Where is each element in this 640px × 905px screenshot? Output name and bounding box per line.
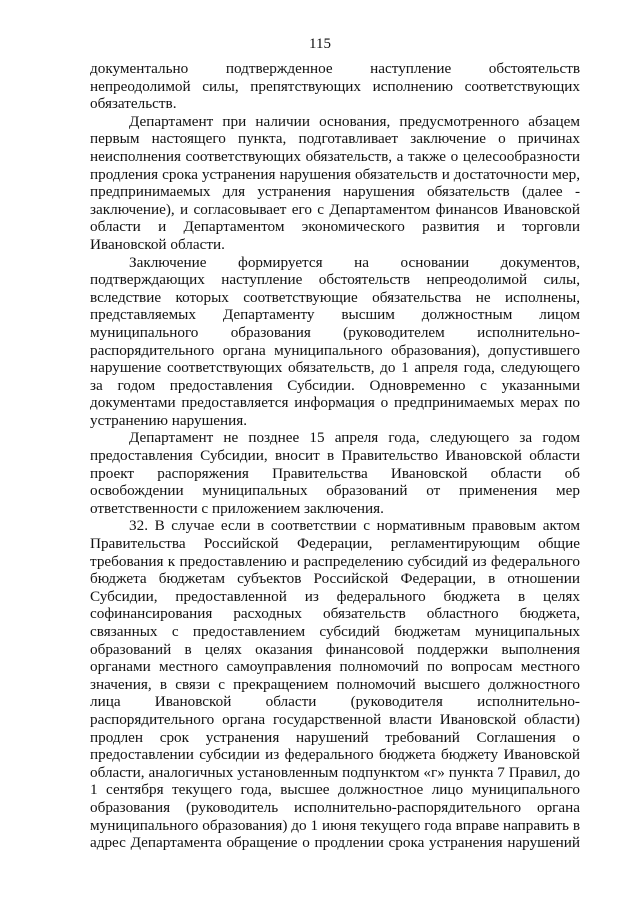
text-line: области, аналогичных установленным подпунктом «г» пункта 7 Правил, до — [90, 763, 580, 781]
text-line: заключение), и согласовывает его с Департаментом финансов Ивановской — [90, 200, 580, 218]
text-line: значения, в связи с прекращением полномочий высшего должностного — [90, 675, 580, 693]
text-line: муниципального образования (руководителем исполнительно- — [90, 323, 580, 341]
paragraph-first-line: Департамент при наличии основания, предусмотренного абзацем — [129, 112, 580, 130]
text-line: вследствие которых соответствующие обязательства не исполнены, — [90, 288, 580, 306]
text-line: адрес Департамента обращение о продлении срока устранения нарушений — [90, 834, 580, 852]
text-line: Правительства Российской Федерации, регламентирующим общие — [90, 535, 580, 553]
text-line: документами предоставляется информация о предпринимаемых мерах по — [90, 394, 580, 412]
text-line: бюджета бюджетам субъектов Российской Федерации, в отношении — [90, 570, 580, 588]
text-line: ответственности с приложением заключения. — [90, 499, 384, 517]
text-line: образований в целях оказания финансовой поддержки выполнения — [90, 640, 580, 658]
text-line: муниципального образования) до 1 июня текущего года вправе направить в — [90, 816, 580, 834]
text-line: предоставлении субсидии из федерального бюджета бюджету Ивановской — [90, 746, 580, 764]
text-line: распорядительного органа государственной власти Ивановской области) — [90, 710, 580, 728]
text-line: требования к предоставлению и распределению субсидий из федерального — [90, 552, 580, 570]
body-text — [90, 60, 580, 852]
page-number: 115 — [309, 36, 331, 52]
text-line: образования (руководитель исполнительно-распорядительного органа — [90, 798, 580, 816]
text-line: лица Ивановской области (руководителя исполнительно- — [90, 693, 580, 711]
paragraph-first-line: 32. В случае если в соответствии с нормативным правовым актом — [129, 517, 580, 535]
text-line: софинансирования расходных обязательств областного бюджета, — [90, 605, 580, 623]
text-line: предоставления Субсидии, вносит в Правительство Ивановской области — [90, 447, 580, 465]
text-line: продлен срок устранения нарушений требований Соглашения о — [90, 728, 580, 746]
text-line: устранению нарушения. — [90, 411, 248, 429]
text-line: неисполнения соответствующих обязательств, а также о целесообразности — [90, 147, 580, 165]
text-line: распорядительного органа муниципального образования), допустившего — [90, 341, 580, 359]
text-line: Ивановской области. — [90, 235, 225, 253]
text-line: документально подтвержденное наступление обстоятельств — [90, 60, 580, 77]
paragraph-first-line: Департамент не позднее 15 апреля года, следующего за годом — [129, 429, 580, 447]
text-line: обязательств. — [90, 95, 177, 113]
text-line: подтверждающих наступление обстоятельств непреодолимой силы, — [90, 271, 580, 289]
text-line: первым настоящего пункта, подготавливает заключение о причинах — [90, 130, 580, 148]
text-line: непреодолимой силы, препятствующих исполнению соответствующих — [90, 77, 580, 95]
paragraph-first-line: Заключение формируется на основании документов, — [129, 253, 580, 271]
text-line: связанных с предоставлением субсидий бюджетам муниципальных — [90, 623, 580, 640]
text-line: за годом предоставления Субсидии. Одновременно с указанными — [90, 376, 580, 394]
text-line: органами местного самоуправления полномочий по вопросам местного — [90, 658, 580, 676]
text-line: проект распоряжения Правительства Ивановской области об — [90, 464, 580, 482]
text-line: освобождении муниципальных образований от применения мер — [90, 482, 580, 500]
text-line: Субсидии, предоставленной из федерального бюджета в целях — [90, 587, 580, 605]
text-line: 1 сентября текущего года, высшее должностное лицо муниципального — [90, 781, 580, 799]
text-line: области и Департаментом экономического развития и торговли — [90, 218, 580, 236]
text-line: предпринимаемых для устранения нарушения обязательств (далее - — [90, 183, 580, 201]
text-line: продления срока устранения нарушения обязательств и достаточности мер, — [90, 165, 580, 183]
text-line: представляемых Департаменту высшим должностным лицом — [90, 306, 580, 324]
text-line: нарушение соответствующих обязательств, до 1 апреля года, следующего — [90, 359, 580, 377]
